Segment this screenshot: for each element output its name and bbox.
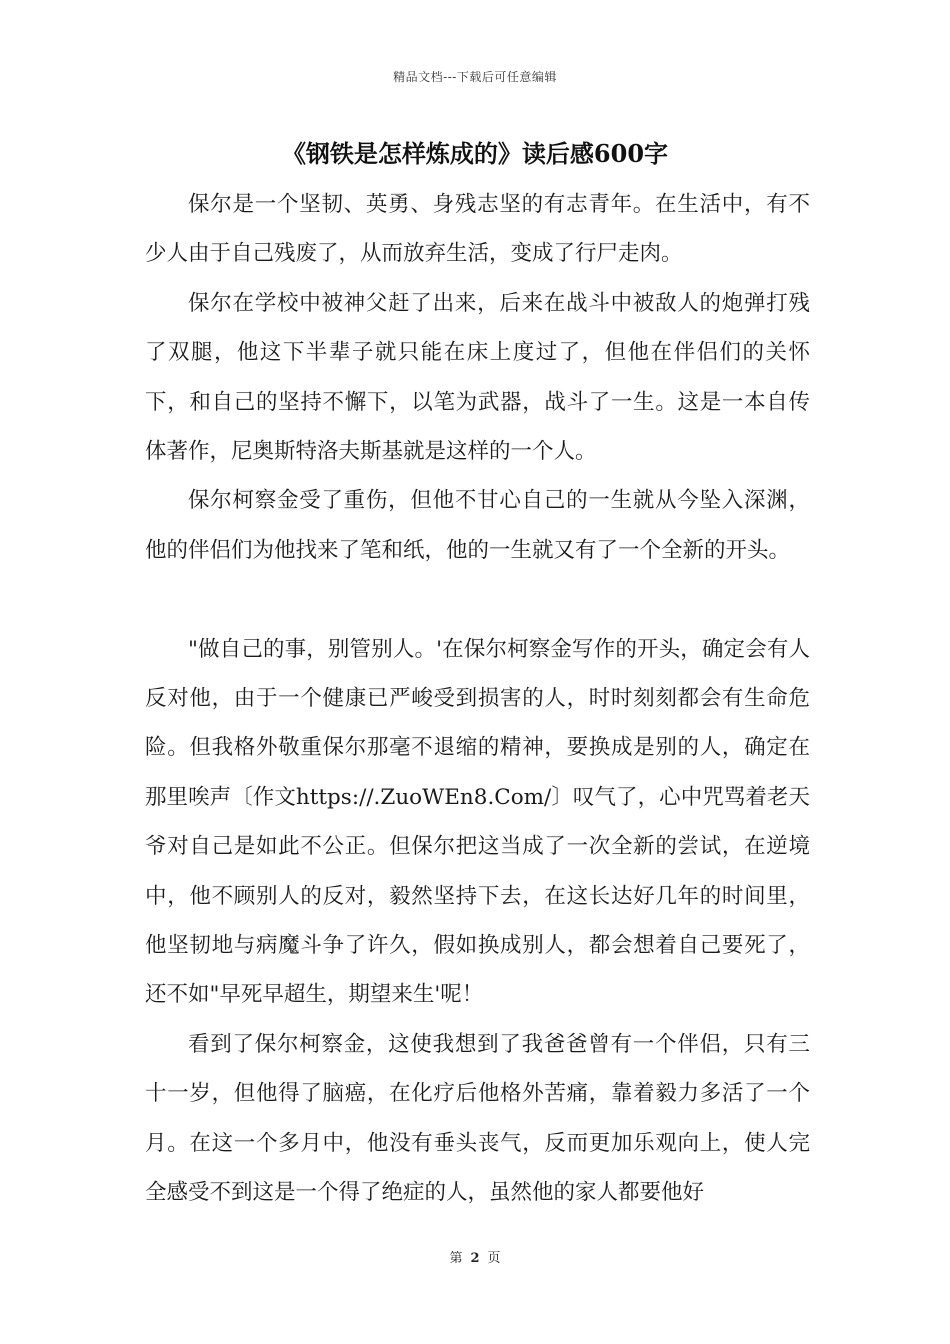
page-header: 精品文档---下载后可任意编辑 xyxy=(393,70,557,84)
paragraph-spacer xyxy=(145,575,810,624)
paragraph-4: "做自己的事，别管别人。'在保尔柯察金写作的开头，确定会有人反对他，由于一个健康已严峻受到损害的人，时时刻刻都会有生命危险。但我格外敬重保尔那毫不退缩的精神，要换成是别的人，确定在那里唉声〔作文https://.ZuoWEn8.Com/〕叹气了，心中咒骂着老天爷对自己是如此不公正。但保尔把这当成了一次全新的尝试，在逆境中，他不顾别人的反对，毅然坚持下去，在这长达好几年的时间里，他坚韧地与病魔斗争了许久，假如换成别人，都会想着自己要死了，还不如"早死早超生，期望来生'呢！ xyxy=(145,636,810,1008)
paragraph-1: 保尔是一个坚韧、英勇、身残志坚的有志青年。在生活中，有不少人由于自己残废了，从而放弃生活，变成了行尸走肉。 xyxy=(145,192,810,267)
page-footer xyxy=(0,1247,950,1266)
paragraph-2: 保尔在学校中被神父赶了出来，后来在战斗中被敌人的炮弹打残了双腿，他这下半辈子就只能在床上度过了，但他在伴侣们的关怀下，和自己的坚持不懈下，以笔为武器，战斗了一生。这是一本自传体著作，尼奥斯特洛夫斯基就是这样的一个人。 xyxy=(145,290,810,465)
page-number: 2 xyxy=(470,1251,480,1266)
document-title: 《钢铁是怎样炼成的》读后感600字 xyxy=(281,139,669,168)
document-body xyxy=(145,180,810,1218)
paragraph-3: 保尔柯察金受了重伤，但他不甘心自己的一生就从今坠入深渊，他的伴侣们为他找来了笔和纸，他的一生就又有了一个全新的开头。 xyxy=(145,488,810,563)
footer-prefix: 第 xyxy=(449,1251,463,1266)
footer-suffix: 页 xyxy=(487,1251,501,1266)
paragraph-5: 看到了保尔柯察金，这使我想到了我爸爸曾有一个伴侣，只有三十一岁，但他得了脑癌，在化疗后他格外苦痛，靠着毅力多活了一个月。在这一个多月中，他没有垂头丧气，反而更加乐观向上，使人完全感受不到这是一个得了绝症的人，虽然他的家人都要他好 xyxy=(145,1031,810,1206)
